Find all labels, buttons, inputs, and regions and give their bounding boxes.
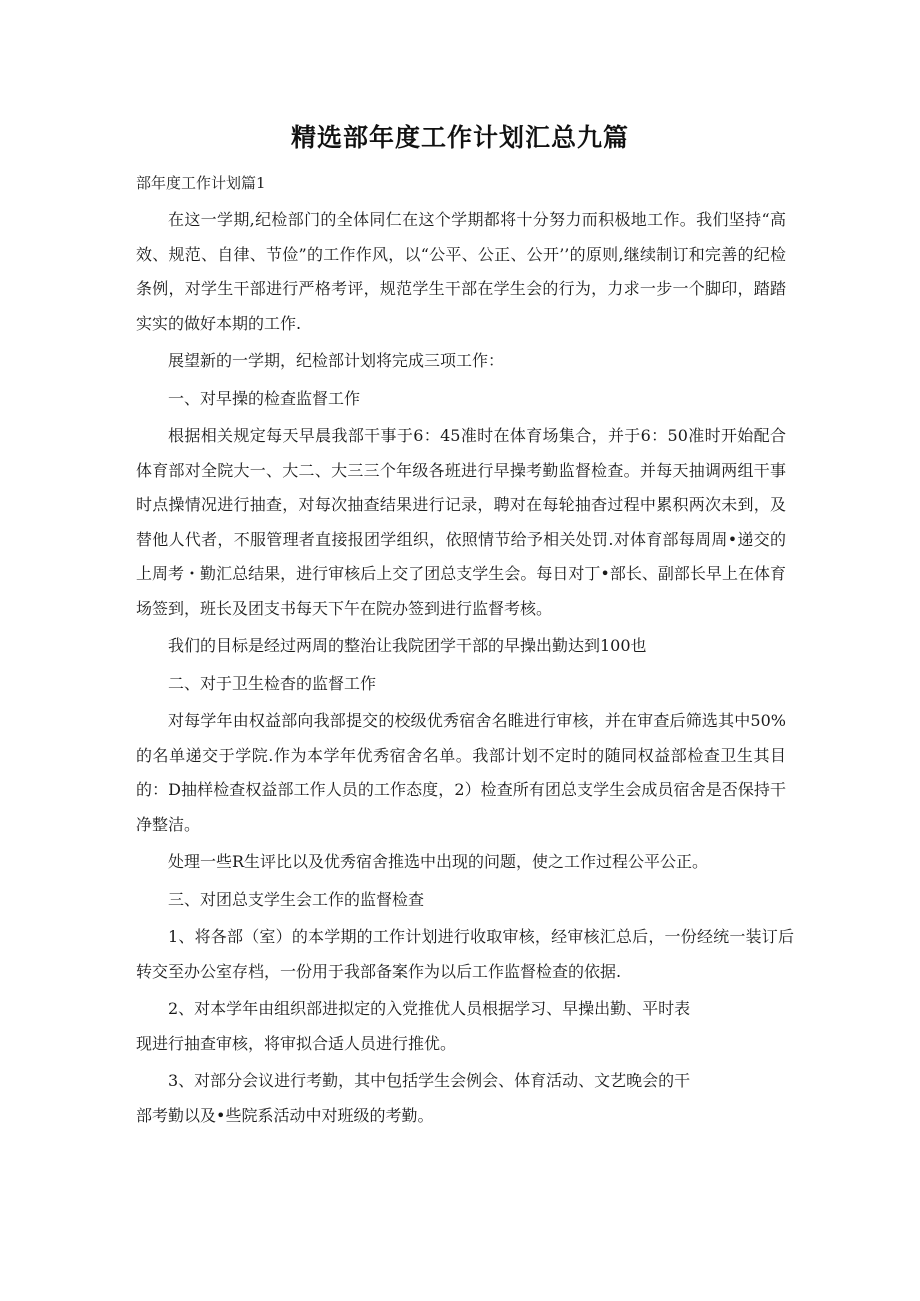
- paragraph-morning-exercise: 根据相关规定每天早晨我部干事于6：45准时在体育场集合，并于6：50准时开始配合体育部对全院大一、大二、大三三个年级各班进行早操考勤监督检查。并每天抽调两组干事时点操情况进行抽查，对每次抽查结果进行记录，聘对在每轮抽杳过程中累积两次未到，及替他人代者，不服管理者直接报团学组织，依照情节给予相关处罚.对体育部每周周•递交的上周考・勤汇总结果，进行审核后上交了团总支学生会。每日对丁•部长、副部长早上在体育场签到，班长及团支书每天下午在院办签到进行监督考核。: [136, 426, 786, 618]
- list-item-2-line-2: 现进行抽查审核，将审拟合适人员进行推优。: [136, 1033, 457, 1053]
- paragraph-hygiene-issues: 处理一些R生评比以及优秀宿舍推选中出现的问题，使之工作过程公平公正。: [168, 852, 709, 871]
- list-item-2-line-1: 2、对本学年由组织部进拟定的入党推优人员根据学习、早操出勤、平时表: [168, 999, 691, 1018]
- heading-hygiene-inspection: 二、对于卫生检杳的监督工作: [168, 673, 377, 693]
- document-body: [136, 203, 794, 1133]
- heading-morning-exercise: 一、对早操的检查监督工作: [168, 388, 361, 408]
- list-item-3-line-2: 部考勤以及•些院系活动中对班级的考勤。: [136, 1105, 434, 1125]
- list-item-1: 1、将各部（室）的本学期的工作计划进行收取审核，经审核汇总后，一份经统一装订后转交至办公室存档，一份用于我部备案作为以后工作监督检查的依据.: [136, 927, 794, 981]
- document-title: 精选部年度工作计划汇总九篇: [290, 123, 629, 152]
- list-item-3-line-1: 3、对部分会议进行考勤，其中包括学生会例会、体育活动、文艺晚会的干: [168, 1071, 691, 1090]
- paragraph-intro: 在这一学期,纪检部门的全体同仁在这个学期都将十分努力而积极地工作。我们坚持“高效、规范、自律、节俭”的工作作风，以“公平、公正、公开’’的原则,继续制订和完善的纪检条例，对学生干部进行严格考评，规范学生干部在学生会的行为，力求一步一个脚印，踏踏实实的做好本期的工作.: [136, 210, 786, 333]
- paragraph-outlook: 展望新的一学期，纪检部计划将完成三项工作：: [168, 351, 505, 370]
- section-subheading: 部年度工作计划篇1: [136, 174, 266, 192]
- heading-student-union: 三、对团总支学生会工作的监督检查: [168, 889, 425, 909]
- paragraph-goal: 我们的目标是经过两周的整治让我院团学干部的早操出勤达到100也: [168, 636, 647, 655]
- paragraph-hygiene-inspection: 对每学年由权益部向我部提交的校级优秀宿舍名睢进行审核，并在审查后筛选其中50%的名单递交于学院.作为本学年优秀宿舍名单。我部计划不定时的随同权益部检查卫生其目的：D抽样检查权益部工作人员的工作态度，2）检查所有团总支学生会成员宿舍是否保持干净整洁。: [136, 711, 786, 834]
